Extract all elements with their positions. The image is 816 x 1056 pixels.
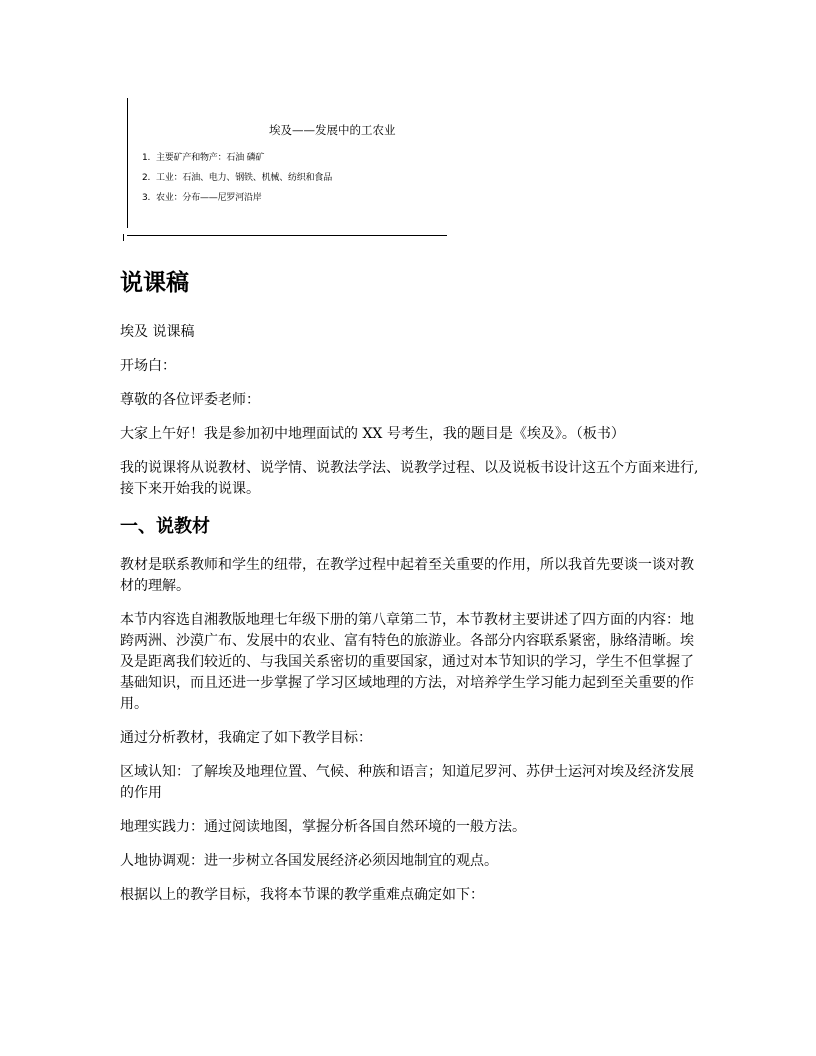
board-item: 2. 工业：石油、电力、钢铁、机械、纺织和食品 xyxy=(142,173,333,183)
blackboard-design-image xyxy=(123,98,449,238)
paragraph: 地理实践力：通过阅读地图，掌握分析各国自然环境的一般方法。 xyxy=(120,819,526,835)
document-title: 说课稿 xyxy=(120,270,189,296)
paragraph: 本节内容选自湘教版地理七年级下册的第八章第二节，本节教材主要讲述了四方面的内容：地跨两洲、沙漠广布、发展中的农业、富有特色的旅游业。各部分内容联系紧密，脉络清晰。埃及是距离我们较近的、与我国关系密切的重要国家，通过对本节知识的学习，学生不但掌握了基础知识，而且还进一步掌握了学习区域地理的方法，对培养学生学习能力起到至关重要的作用。 xyxy=(120,612,694,712)
paragraph: 教材是联系教师和学生的纽带，在教学过程中起着至关重要的作用，所以我首先要谈一谈对教材的理解。 xyxy=(120,557,694,594)
board-corner-tick xyxy=(123,234,124,241)
board-left-border xyxy=(127,98,128,228)
intro-paragraph: 大家上午好！我是参加初中地理面试的 XX 号考生，我的题目是《埃及》。（板书） xyxy=(120,426,625,442)
paragraph: 区域认知：了解埃及地理位置、气候、种族和语言；知道尼罗河、苏伊士运河对埃及经济发展的作用 xyxy=(120,764,694,801)
opening-label: 开场白： xyxy=(120,358,176,374)
document-body xyxy=(120,264,700,919)
intro-paragraph: 我的说课将从说教材、说学情、说教法学法、说教学过程、以及说板书设计这五个方面来进行,接下来开始我的说课。 xyxy=(120,460,699,497)
board-bottom-border xyxy=(127,235,447,236)
subtitle: 埃及 说课稿 xyxy=(120,324,195,340)
board-item: 1. 主要矿产和物产：石油 磷矿 xyxy=(142,153,265,163)
board-title: 埃及——发展中的工农业 xyxy=(269,123,396,137)
paragraph: 根据以上的教学目标，我将本节课的教学重难点确定如下： xyxy=(120,887,484,903)
paragraph: 通过分析教材，我确定了如下教学目标： xyxy=(120,730,372,746)
paragraph: 人地协调观：进一步树立各国发展经济必须因地制宜的观点。 xyxy=(120,853,498,869)
greeting: 尊敬的各位评委老师： xyxy=(120,392,260,408)
board-item: 3. 农业：分布——尼罗河沿岸 xyxy=(142,193,262,203)
section-heading: 一、说教材 xyxy=(120,516,210,537)
